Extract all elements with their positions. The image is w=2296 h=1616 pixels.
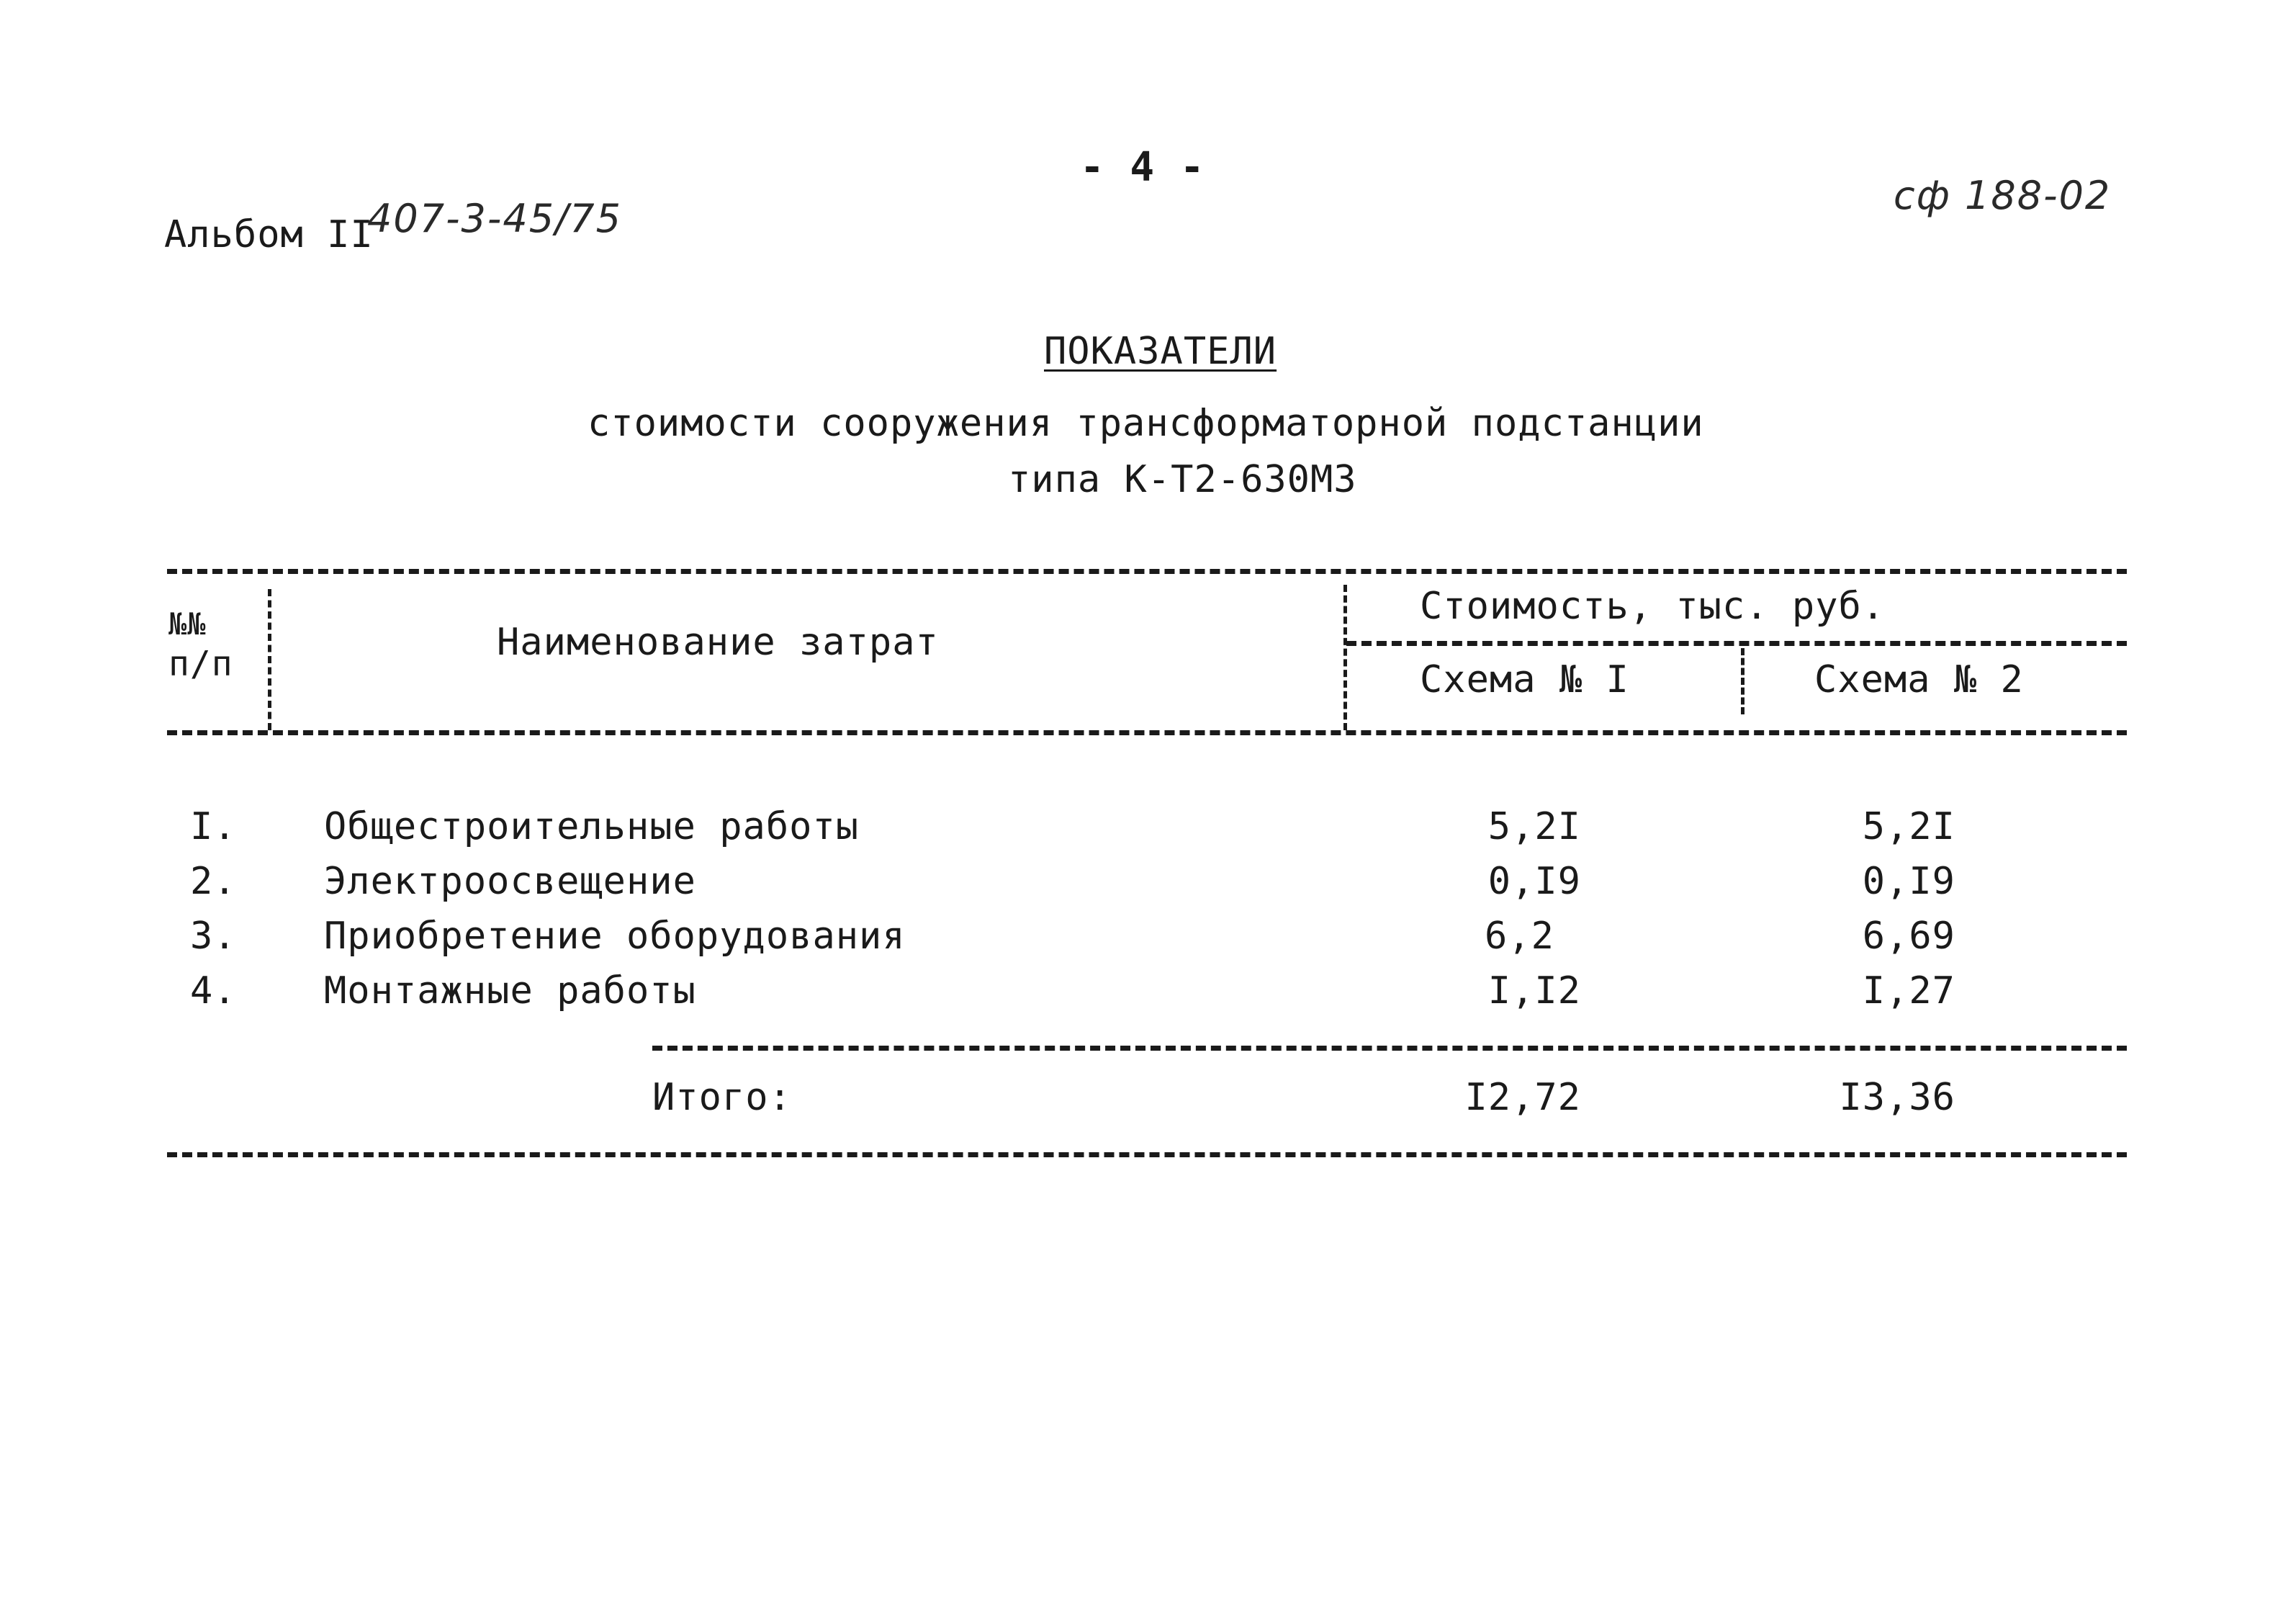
sheet-code: сф 188-02 [1894, 173, 2112, 218]
table-cost-split-rule [1346, 641, 2127, 646]
row-scheme1-value: 0,I9 [1487, 860, 1581, 903]
row-scheme1-value: 5,2I [1487, 805, 1581, 848]
document-heading: ПОКАЗАТЕЛИ [1044, 330, 1277, 373]
album-code: 407-3-45/75 [367, 196, 623, 241]
col-scheme2-header: Схема № 2 [1814, 658, 2024, 701]
row-scheme1-value: 6,2 [1485, 915, 1554, 958]
col-scheme1-header: Схема № I [1420, 658, 1629, 701]
table-col-divider-scheme [1741, 648, 1744, 714]
table-header-bottom-rule [167, 730, 2127, 735]
col-num-header-line1: №№ [168, 606, 207, 642]
col-name-header: Наименование затрат [497, 621, 939, 664]
row-number: 3. [190, 915, 237, 958]
row-number: 2. [190, 860, 237, 903]
col-cost-group-header: Стоимость, тыс. руб. [1420, 585, 1886, 628]
document-subtitle-line1: стоимости сооружения трансформаторной подстанции [587, 402, 1704, 445]
table-bottom-rule [167, 1152, 2127, 1157]
page-number: - 4 - [1080, 144, 1205, 191]
table-total-rule [652, 1046, 2127, 1051]
total-label: Итого: [652, 1076, 792, 1119]
table-top-rule [167, 569, 2127, 574]
row-name: Приобретение оборудования [324, 915, 906, 958]
row-scheme2-value: 0,I9 [1862, 860, 1955, 903]
row-name: Монтажные работы [324, 969, 696, 1013]
col-num-header-line2: п/п [168, 644, 233, 684]
row-scheme2-value: 6,69 [1862, 915, 1955, 958]
table-col-divider-num [268, 589, 271, 730]
row-scheme1-value: I,I2 [1487, 969, 1581, 1013]
row-number: 4. [190, 969, 237, 1013]
total-scheme1-value: I2,72 [1464, 1076, 1581, 1119]
row-scheme2-value: I,27 [1862, 969, 1955, 1013]
document-subtitle-line2: типа К-Т2-630М3 [1008, 458, 1357, 501]
total-scheme2-value: I3,36 [1839, 1076, 1955, 1119]
row-name: Электроосвещение [324, 860, 696, 903]
row-number: I. [190, 805, 237, 848]
album-label: Альбом II [164, 213, 374, 256]
row-scheme2-value: 5,2I [1862, 805, 1955, 848]
table-col-divider-name [1343, 585, 1347, 730]
row-name: Общестроительные работы [324, 805, 860, 848]
